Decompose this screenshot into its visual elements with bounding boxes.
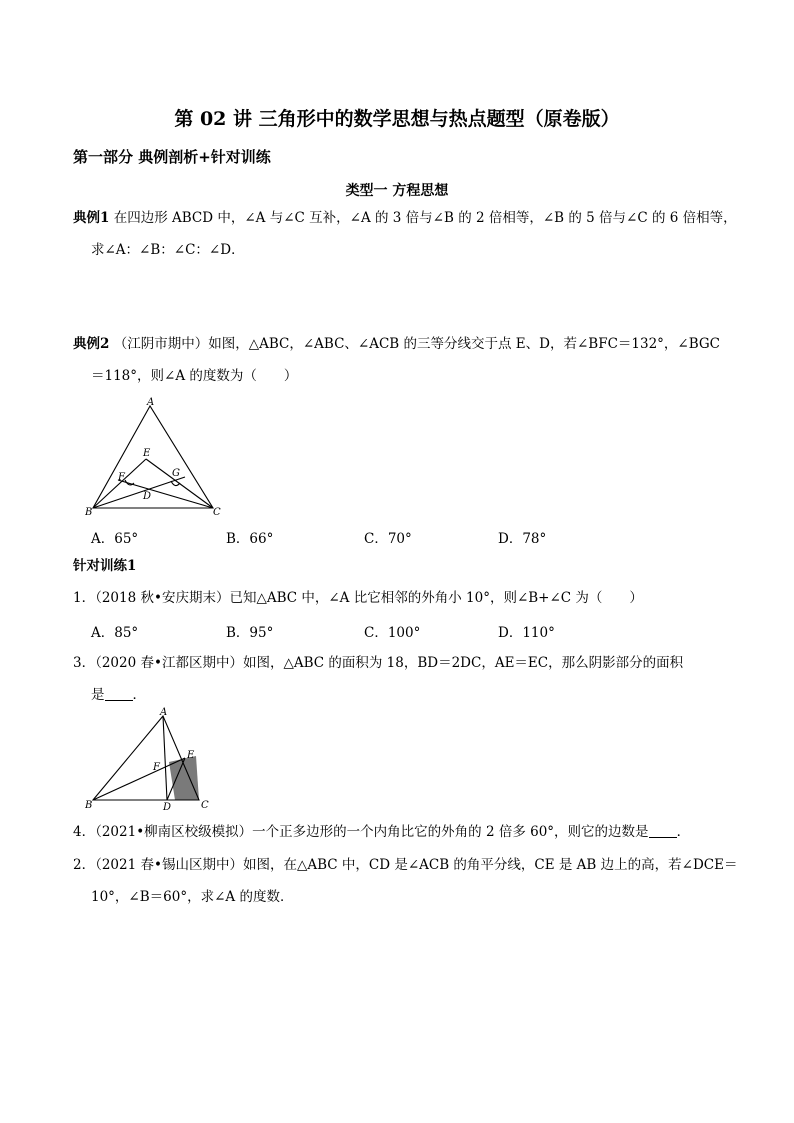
label-c: C [213,507,221,518]
training-label: 针对训练1 [73,558,137,574]
q3-figure [85,706,215,812]
label-a: A [160,707,168,718]
q1-option-a: A．85° [91,625,139,641]
example1-line2: 求∠A：∠B：∠C：∠D． [91,242,245,258]
q4-answer-blank [649,823,677,838]
example2-option-b: B．66° [226,531,274,547]
example1-text1: 在四边形 ABCD 中，∠A 与∠C 互补，∠A 的 3 倍与∠B 的 2 倍相等，∠B 的 5 倍与∠C 的 6 倍相等， [113,210,737,226]
example2-figure [85,396,235,518]
q1-option-d: D．110° [498,625,555,641]
q1-text: 1．（2018 秋•安庆期末）已知△ABC 中，∠A 比它相邻的外角小 10°，则∠B+∠C 为（ ） [73,590,643,606]
label-f: F [153,762,160,773]
example1-line1 [73,208,737,228]
label-e: E [143,448,151,459]
label-a: A [147,397,155,408]
q3-answer-blank [105,686,133,701]
label-e: E [187,750,195,761]
q1-option-c: C．100° [364,625,421,641]
shaded-region [169,756,199,800]
example2-line1 [73,334,720,354]
label-d: D [143,491,152,502]
page-title: 第 02 讲 三角形中的数学思想与热点题型（原卷版） [174,108,620,130]
q3-line1: 3．（2020 春•江都区期中）如图，△ABC 的面积为 18，BD＝2DC，AE＝EC，那么阴影部分的面积 [73,655,684,671]
trisector-b-e [93,459,146,508]
q3-line2 [91,685,146,705]
example1-label: 典例1 [73,210,110,226]
example2-option-d: D．78° [498,531,547,547]
label-f: F [118,472,125,483]
q4-end: ． [676,824,691,840]
q1-option-b: B．95° [226,625,274,641]
q2-line1: 2．（2021 春•锡山区期中）如图，在△ABC 中，CD 是∠ACB 的角平分线，CE 是 AB 边上的高，若∠DCE＝ [73,857,738,873]
q3-line2-end: ． [132,687,146,703]
q4-text [73,822,690,842]
q4-body: 4．（2021•柳南区校级模拟）一个正多边形的一个内角比它的外角的 2 倍多 60°，则它的边数是 [73,824,649,840]
part-heading: 第一部分 典例剖析+针对训练 [73,148,271,166]
example2-option-a: A．65° [91,531,139,547]
example2-label: 典例2 [73,336,110,352]
label-d: D [163,802,172,812]
angle-arc-f [125,480,134,485]
segment-ad [163,716,167,800]
example2-line2: ＝118°，则∠A 的度数为（ ） [91,368,298,384]
q2-line2: 10°，∠B＝60°，求∠A 的度数． [91,889,294,905]
q3-line2-text: 是 [91,687,105,703]
segment-be [93,758,185,800]
label-c: C [201,800,209,811]
section-heading: 类型一 方程思想 [345,183,449,199]
example2-text1: （江阴市期中）如图，△ABC，∠ABC、∠ACB 的三等分线交于点 E、D，若∠BFC＝132°，∠BGC [113,336,721,352]
label-b: B [85,507,93,518]
label-g: G [172,468,180,479]
example2-option-c: C．70° [364,531,412,547]
triangle-abc [93,406,213,508]
label-b: B [85,800,93,811]
